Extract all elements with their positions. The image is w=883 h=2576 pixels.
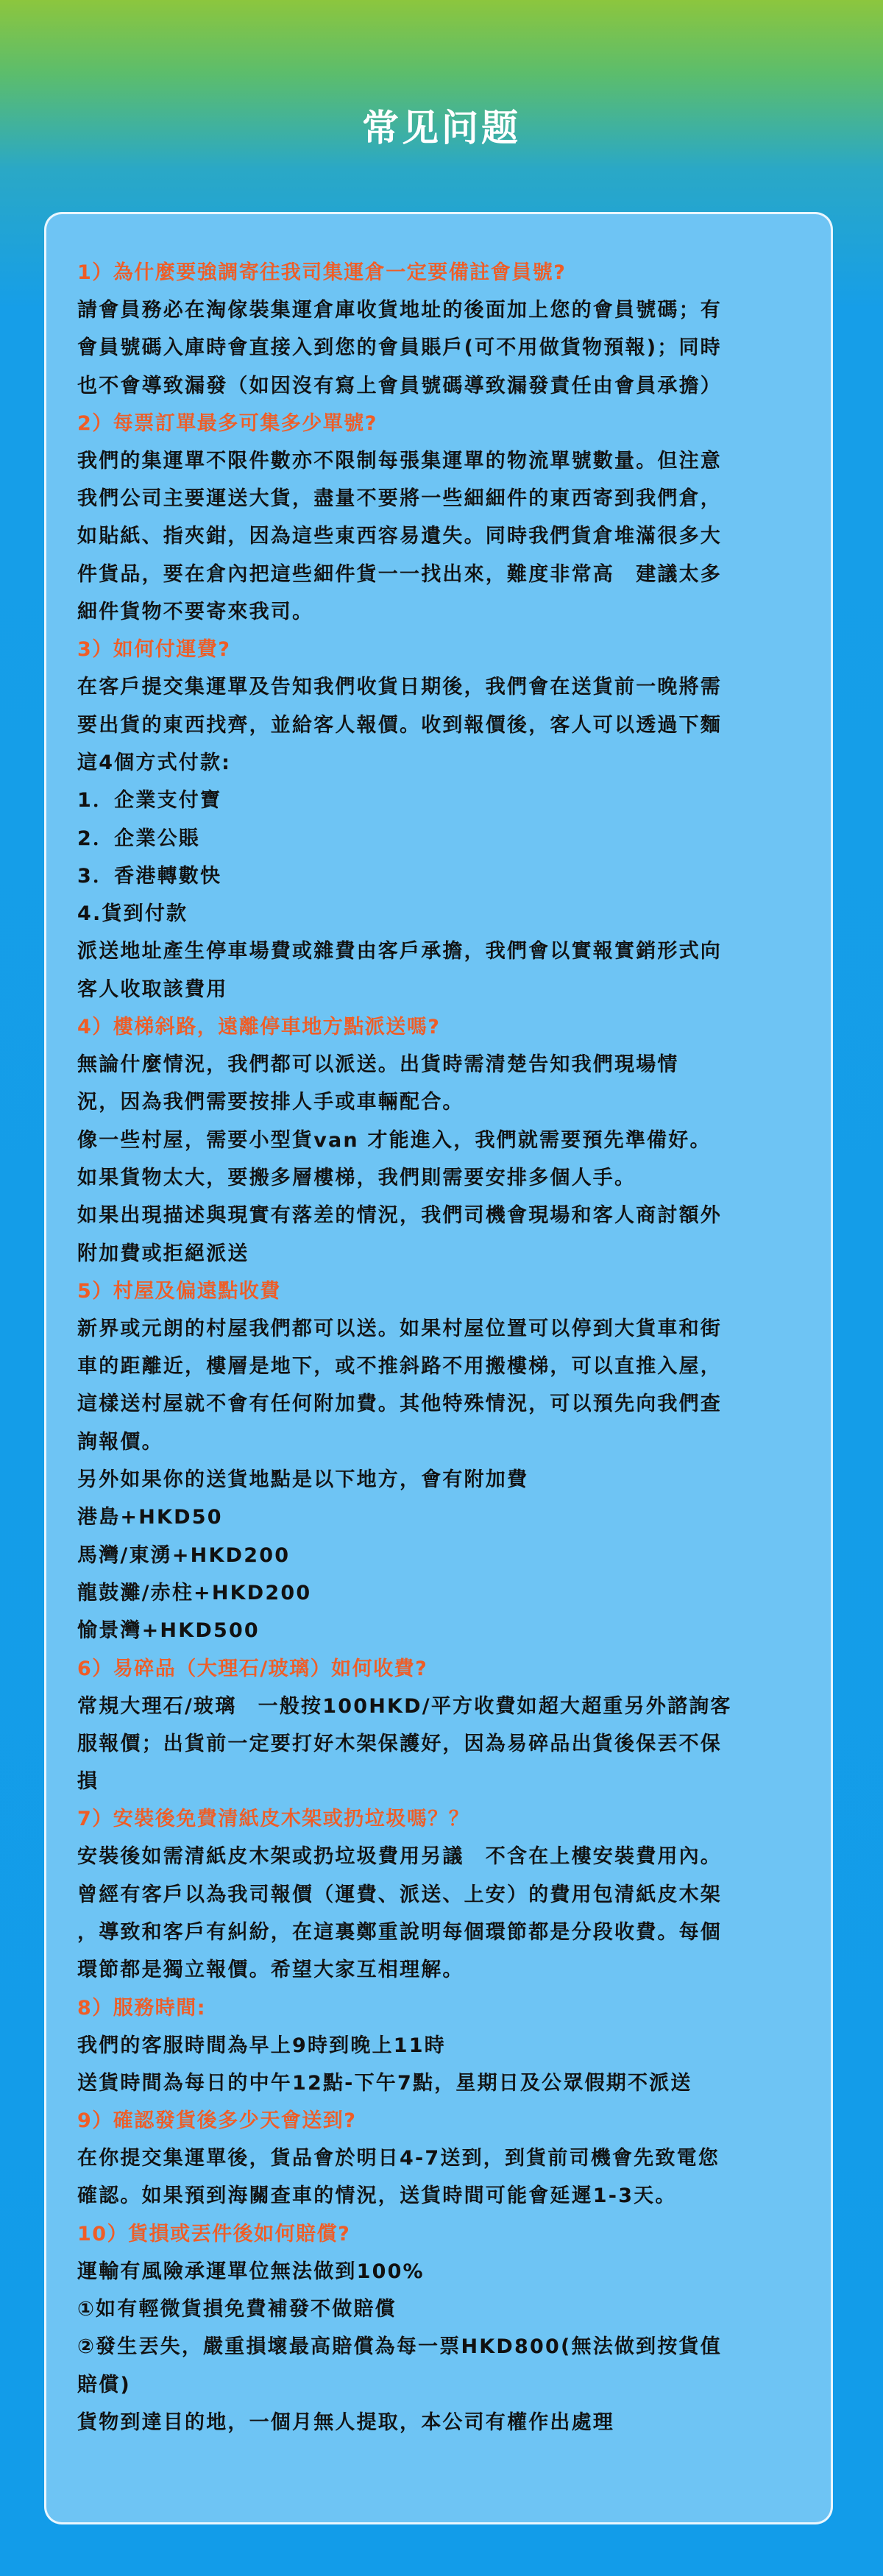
faq-item [77,1989,806,2103]
faq-answer-line: 運輸有風險承運單位無法做到100% [77,2260,425,2283]
faq-answer-line: 客人收取該費用 [77,977,228,1001]
faq-answer-line: 馬灣/東湧+HKD200 [77,1543,291,1567]
faq-answer-line: 在客戶提交集運單及告知我們收貨日期後，我們會在送貨前一晚將需 [77,676,722,699]
faq-answer-line: ，導致和客戶有糾紛，在這裏鄭重說明每個環節都是分段收費。每個 [77,1920,722,1944]
faq-question: 2）每票訂單最多可集多少單號? [77,411,377,435]
faq-item [77,631,806,1008]
faq-item [77,1273,806,1650]
faq-answer-line: 3．香港轉數快 [77,864,222,888]
faq-answer-line: 新界或元朗的村屋我們都可以送。如果村屋位置可以停到大貨車和街 [77,1317,722,1340]
faq-answer-line: 況，因為我們需要按排人手或車輛配合。 [77,1091,464,1114]
faq-answer-line: 曾經有客戶以為我司報價（運費、派送、上安）的費用包清紙皮木架 [77,1883,722,1906]
faq-card [44,212,833,2524]
faq-item [77,2102,806,2215]
faq-question: 9）確認發貨後多少天會送到? [77,2109,357,2133]
faq-item [77,1650,806,1801]
faq-answer-line: 港島+HKD50 [77,1506,223,1529]
faq-question: 3）如何付運費? [77,638,231,662]
faq-answer-line: 送貨時間為每日的中午12點-下午7點，星期日及公眾假期不派送 [77,2071,692,2095]
faq-answer-line: 另外如果你的送貨地點是以下地方，會有附加費 [77,1468,529,1492]
faq-answer-line: 愉景灣+HKD500 [77,1619,260,1643]
faq-answer-line: 派送地址產生停車場費或雜費由客戶承擔，我們會以實報實銷形式向 [77,940,722,963]
faq-answer-line: 常規大理石/玻璃 一般按100HKD/平方收費如超大超重另外諮詢客 [77,1694,732,1718]
faq-answer-line: 損 [77,1770,99,1794]
faq-question: 4）樓梯斜路，遠離停車地方點派送嗎? [77,1016,441,1039]
faq-list [77,254,806,2441]
faq-item [77,405,806,631]
faq-answer-line: 件貨品，要在倉內把這些細件貨一一找出來，難度非常高 建議太多 [77,562,722,586]
faq-answer-line: 服報價；出貨前一定要打好木架保護好，因為易碎品出貨後保丟不保 [77,1732,722,1755]
faq-answer-line: 如貼紙、指夾鉗，因為這些東西容易遺失。同時我們貨倉堆滿很多大 [77,525,722,548]
faq-item [77,254,806,405]
faq-item [77,1800,806,1989]
faq-answer-line: 我們公司主要運送大貨，盡量不要將一些細細件的東西寄到我們倉， [77,487,722,511]
faq-answer-line: 附加費或拒絕派送 [77,1242,249,1265]
faq-answer-line: 貨物到達目的地，一個月無人提取，本公司有權作出處理 [77,2410,614,2434]
faq-answer-line: 這4個方式付款: [77,751,232,774]
faq-answer-line: ①如有輕微貨損免費補發不做賠償 [77,2298,397,2321]
faq-answer-line: 如果出現描述與現實有落差的情況，我們司機會現場和客人商討額外 [77,1204,722,1228]
faq-answer-line: 確認。如果預到海關查車的情況，送貨時間可能會延遲1-3天。 [77,2184,677,2208]
faq-answer-line: 要出貨的東西找齊，並給客人報價。收到報價後，客人可以透過下麵 [77,713,722,737]
faq-answer-line: 1．企業支付寶 [77,789,222,813]
faq-answer-line: 無論什麼情況，我們都可以派送。出貨時需清楚告知我們現場情 [77,1053,679,1077]
faq-question: 1）為什麼要強調寄往我司集運倉一定要備註會員號? [77,261,567,284]
faq-answer-line: 我們的客服時間為早上9時到晚上11時 [77,2034,446,2057]
faq-answer-line: 在你提交集運單後，貨品會於明日4-7送到，到貨前司機會先致電您 [77,2147,720,2170]
faq-answer-line: 這樣送村屋就不會有任何附加費。其他特殊情況，可以預先向我們查 [77,1393,722,1416]
faq-item [77,1008,806,1273]
faq-answer-line: ②發生丟失，嚴重損壞最高賠償為每一票HKD800(無法做到按貨值 [77,2335,722,2359]
faq-answer-line: 請會員務必在淘傢裝集運倉庫收貨地址的後面加上您的會員號碼；有 [77,299,722,322]
faq-question: 7）安裝後免費清紙皮木架或扔垃圾嗎？？ [77,1808,470,1831]
faq-answer-line: 如果貨物太大，要搬多層樓梯，我們則需要安排多個人手。 [77,1166,636,1189]
faq-answer-line: 我們的集運單不限件數亦不限制每張集運單的物流單號數量。但注意 [77,449,722,473]
faq-answer-line: 4.貨到付款 [77,902,188,926]
faq-answer-line: 細件貨物不要寄來我司。 [77,601,314,624]
faq-question: 6）易碎品（大理石/玻璃）如何收費? [77,1657,428,1680]
page-title: 常见问题 [362,106,521,149]
faq-question: 8）服務時間: [77,1996,207,2020]
faq-answer-line: 環節都是獨立報價。希望大家互相理解。 [77,1958,464,1982]
faq-item [77,2215,806,2441]
faq-answer-line: 會員號碼入庫時會直接入到您的會員賬戶(可不用做貨物預報)；同時 [77,336,722,360]
faq-answer-line: 也不會導致漏發（如因沒有寫上會員號碼導致漏發責任由會員承擔） [77,374,722,397]
faq-question: 10）貨損或丟件後如何賠償? [77,2222,351,2246]
faq-answer-line: 安裝後如需清紙皮木架或扔垃圾費用另議 不含在上樓安裝費用內。 [77,1845,722,1869]
faq-answer-line: 車的距離近，樓層是地下，或不推斜路不用搬樓梯，可以直推入屋， [77,1355,722,1379]
faq-question: 5）村屋及偏遠點收費 [77,1279,281,1303]
faq-answer-line: 龍鼓灘/赤柱+HKD200 [77,1581,312,1604]
faq-answer-line: 詢報價。 [77,1430,163,1454]
faq-answer-line: 賠償) [77,2373,131,2396]
faq-answer-line: 像一些村屋，需要小型貨van 才能進入，我們就需要預先準備好。 [77,1128,712,1152]
faq-answer-line: 2．企業公賬 [77,827,200,850]
